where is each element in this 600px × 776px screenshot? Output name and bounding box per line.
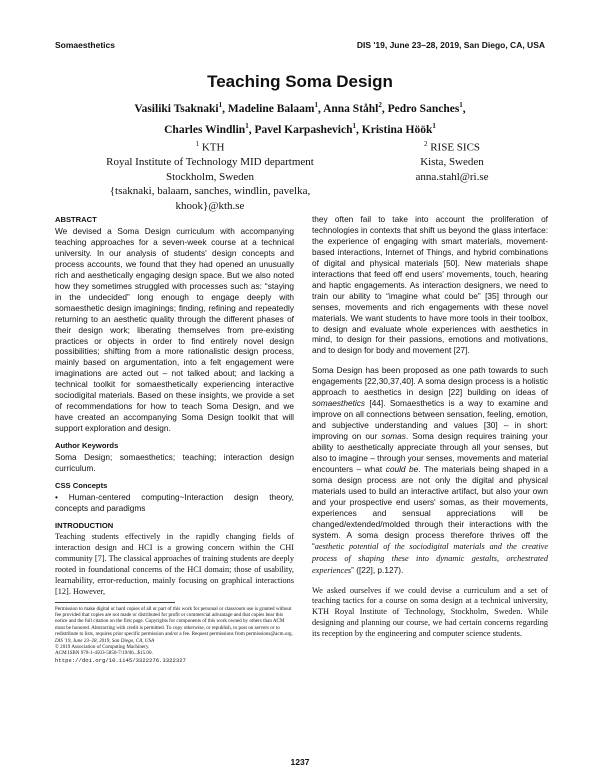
running-header-conference: DIS '19, June 23–28, 2019, San Diego, CA, USA	[356, 40, 545, 50]
left-column	[55, 214, 294, 664]
right-column	[312, 214, 548, 640]
emphasis-somas: somas	[381, 431, 406, 442]
affiliation-institute: Royal Institute of Technology MID department	[106, 156, 314, 169]
affiliation-mark: 2	[423, 140, 428, 148]
abstract-text: We devised a Soma Design curriculum with accompanying teaching approaches for a seven-week course at a technical university. In our analysis of students' design concepts and process accounts, we found that they had opened an unusually rich and aesthetically engaging design space. But we also noted how they sometimes struggled with processes such as: “staying in the undecided” long enough to engage deeply with somaesthetic design imaginings; finding, refining and repeatedly returning to an aesthetic quality through the different phases of their design work; liberating themselves from pre-existing practices or objects in order to find entirely novel design possibilities; shifting from a more rationalistic design process, mainly based on argumentation, into a felt engagement were imaginations are acted out – not talked about; and lacking a technical toolkit for somaesthetically experiencing interactive sociodigital materials. Based on these insights, we provide a set of recommendations for how to teach Soma Design, and we have created an accompanying Soma Design toolkit that will support exploration and design.	[55, 226, 294, 434]
author-affiliation-mark: 1	[218, 101, 223, 109]
author-separator: ,	[248, 123, 255, 136]
emphasis-somaesthetics: somaesthetics	[312, 398, 366, 409]
introduction-heading: INTRODUCTION	[55, 520, 114, 530]
affiliation-email: anna.stahl@ri.se	[415, 170, 489, 183]
keywords-heading: Author Keywords	[55, 441, 119, 451]
page-number: 1237	[290, 757, 310, 767]
affiliation-city: Kista, Sweden	[420, 156, 484, 169]
author-list	[60, 97, 540, 139]
author-affiliation-mark: 1	[459, 101, 463, 109]
text-run: . The materials being shaped in a soma design process are not only the digital and physical materials used to build an interactive artifact, but also your own and your prospective end users' somas, as their movements, experiences and sensual appreciations will be changed/extended/molded through their interactions with the system. A soma design process therefore thrives off the “	[312, 463, 548, 551]
paper-title: Teaching Soma Design	[207, 72, 393, 91]
author-line-1	[60, 97, 540, 118]
author-name: Anna Ståhl	[323, 102, 379, 115]
author-affiliation-mark: 2	[378, 101, 382, 109]
author-name: Madeline Balaam	[227, 102, 315, 115]
text-run: Soma Design has been proposed as one path towards to such engagements [22,30,37,40]. A soma design process is a holistic approach to aesthetics in design [22] building on ideas of	[312, 365, 548, 398]
author-name: Pavel Karpashevich	[254, 123, 353, 136]
affiliation-label: RISE SICS	[430, 141, 481, 154]
author-affiliation-mark: 1	[352, 121, 357, 130]
author-separator: ,	[222, 102, 228, 115]
text-run: ” ([22], p.127).	[351, 564, 404, 575]
doi-link[interactable]: https://doi.org/10.1145/3322276.3322327	[55, 656, 186, 664]
emphasis-could-be: could be	[385, 463, 419, 474]
author-separator: ,	[356, 123, 362, 136]
author-name: Vasiliki Tsaknaki	[134, 102, 219, 115]
affiliation-name	[372, 137, 532, 155]
introduction-text: Teaching students effectively in the rapidly changing fields of interaction design and HCI is a growing concern within the CHI community [7]. The classical approaches of training students are deeply rooted in foundational concerns of the HCI domain; those of usability, learnability, error-reduction, mainly focusing on graphical interactions [12]. However,	[55, 531, 294, 596]
affiliation-emails-domain: khook}@kth.se	[175, 199, 245, 212]
running-header-section: Somaesthetics	[55, 40, 115, 50]
author-separator: ,	[381, 102, 388, 115]
copyright-notice: © 2019 Association of Computing Machinery.	[55, 644, 150, 651]
author-affiliation-mark: 1	[245, 121, 249, 130]
ccs-heading: CSS Concepts	[55, 481, 108, 491]
ccs-text: • Human-centered computing~Interaction design theory, concepts and paradigms	[55, 492, 294, 513]
paragraph-soma-design	[312, 365, 548, 576]
author-separator: ,	[462, 102, 466, 115]
abstract-heading: ABSTRACT	[55, 215, 97, 224]
conference-info: DIS '19, June 23–28, 2019, San Diego, CA, USA	[55, 637, 155, 644]
author-name: Pedro Sanches	[387, 102, 460, 115]
text-run: [44]. Somaesthetics is a way to examine and improve on all connections between sensation, feeling, emotion, and subjective understanding and values [30] – in short: improving on our	[312, 398, 548, 442]
author-separator: ,	[317, 102, 324, 115]
affiliation-mark: 1	[195, 140, 200, 148]
author-line-2	[60, 118, 540, 139]
paragraph-technologies: they often fail to take into account the proliferation of technologies in contexts that shift us beyond the glass interface: the experience of engaging with smart materials, movement-based interactions, Internet of Things, and hybrid combinations of digital and physical materials [50]. New materials shape interactions that feed off end users' movements, touch, hearing and haptic engagements. As interaction designers, we need to train our ability to “imagine what could be” [35] through our senses, movements and rich engagements with these novel materials. We want students to have more tools in their toolbox, to design and evaluate whole experiences with aesthetics in mind, to design for their passions, emotions and motivations, and to design for body and movement [27].	[312, 214, 548, 356]
author-name: Charles Windlin	[164, 123, 246, 136]
keywords-text: Soma Design; somaesthetics; teaching; interaction design curriculum.	[55, 452, 294, 474]
affiliation-emails: {tsaknaki, balaam, sanches, windlin, pavelka,	[109, 185, 311, 198]
footnote-divider	[55, 602, 175, 603]
affiliation-label: KTH	[201, 141, 225, 154]
text-run: . Soma design requires training your ability to aesthetically appreciate through all your senses, but also to imagine – through your senses, movements and material encounters – what	[312, 431, 548, 474]
isbn: ACM ISBN 978-1-4503-5850-7/19/06...$15.00.	[55, 650, 153, 657]
author-affiliation-mark: 1	[314, 101, 318, 109]
author-affiliation-mark: 1	[432, 121, 436, 130]
affiliation-rise	[372, 137, 532, 184]
paragraph-curriculum: We asked ourselves if we could devise a curriculum and a set of teaching tactics for a course on soma design at a technical university, KTH Royal Institute of Technology, Stockholm, Sweden. While designing and planning our course, we had certain concerns regarding its reception by the engineering and computer science students.	[312, 585, 548, 639]
quotation-aesthetic-potential: aesthetic potential of the sociodigital materials and the creative process of shaping these into dynamic gestalts, orchestrated experiences	[312, 541, 548, 575]
affiliation-kth	[60, 137, 360, 213]
affiliation-city: Stockholm, Sweden	[166, 170, 254, 183]
permission-notice: Permission to make digital or hard copies of all or part of this work for personal or classroom use is granted without fee provided that copies are not made or distributed for profit or commercial advantage and that copies bear this notice and the full citation on the first page. Copyrights for components of this work owned by others than ACM must be honored. Abstracting with credit is permitted. To copy otherwise, or republish, to post on servers or to redistribute to lists, requires prior specific permission and/or a fee. Request permissions from permissions@acm.org.	[55, 605, 293, 638]
author-name: Kristina Höök	[361, 123, 433, 136]
affiliation-name	[60, 137, 360, 155]
